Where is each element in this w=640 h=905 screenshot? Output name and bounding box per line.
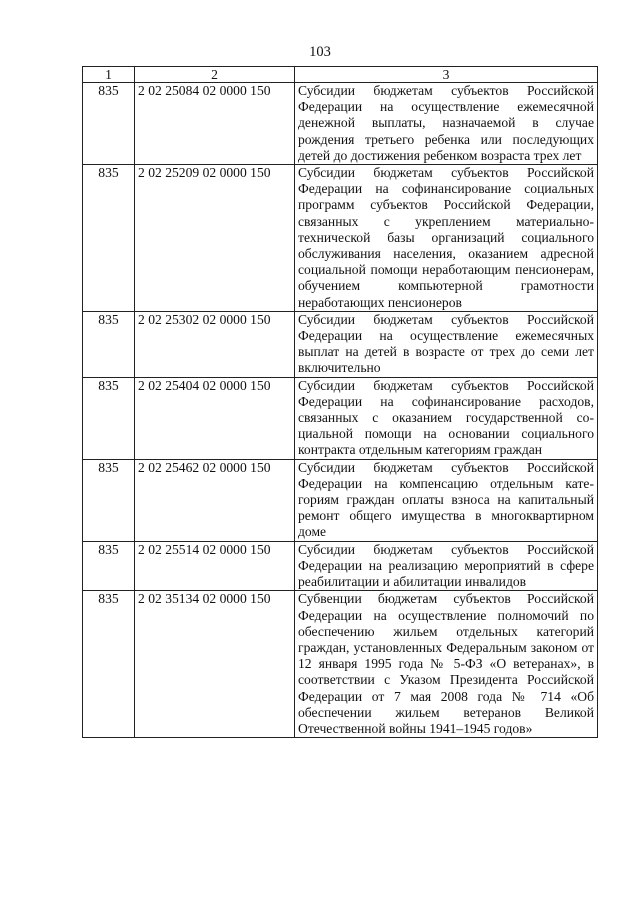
page-number: 103 [309, 44, 331, 60]
org-code-cell: 835 [83, 591, 135, 738]
column-header-3: 3 [295, 67, 598, 83]
budget-classification-table [82, 66, 598, 738]
org-code-cell: 835 [83, 459, 135, 541]
org-code-cell: 835 [83, 165, 135, 312]
table-row [83, 459, 598, 541]
column-header-1: 1 [83, 67, 135, 83]
table-row [83, 377, 598, 459]
description-cell: Субвенции бюджетам субъектов Российской Федерации на осуществление полномочий по обеспечению жильем отдельных категорий граждан, установленных Федеральным законом от 12 января 1995 года № 5-ФЗ «О ветеранах», в соответствии с Указом Президента Российской Федерации от 7 мая 2008 года № 714 «Об обеспечении жильем ветеранов Великой Отечественной войны 1941–1945 годов» [295, 591, 598, 738]
budget-code-cell: 2 02 25514 02 0000 150 [135, 541, 295, 591]
budget-code-cell: 2 02 25302 02 0000 150 [135, 311, 295, 377]
table-row [83, 311, 598, 377]
org-code-cell: 835 [83, 311, 135, 377]
column-header-2: 2 [135, 67, 295, 83]
budget-code-cell: 2 02 25209 02 0000 150 [135, 165, 295, 312]
table-row [83, 591, 598, 738]
table-row [83, 83, 598, 165]
description-cell: Субсидии бюджетам субъектов Российской Федерации на софинансирование расходов, связанных с оказанием государственной социальной помощи на основании социального контракта отдельным категориям граждан [295, 377, 598, 459]
budget-code-cell: 2 02 25462 02 0000 150 [135, 459, 295, 541]
description-cell: Субсидии бюджетам субъектов Российской Федерации на осуществление ежемесячной денежной выплаты, назначаемой в случае рождения третьего ребенка или последующих детей до достижения ребенком возраста трех лет [295, 83, 598, 165]
budget-code-cell: 2 02 35134 02 0000 150 [135, 591, 295, 738]
org-code-cell: 835 [83, 541, 135, 591]
org-code-cell: 835 [83, 377, 135, 459]
description-cell: Субсидии бюджетам субъектов Российской Федерации на софинансирование социальных программ субъектов Российской Федерации, связанных с укреплением материально-технической базы организаций социального обслуживания населения, оказанием адресной социальной помощи неработающим пенсионерам, обучением компьютерной грамотности неработающих пенсионеров [295, 165, 598, 312]
table-row [83, 541, 598, 591]
budget-code-cell: 2 02 25404 02 0000 150 [135, 377, 295, 459]
table-header-row [83, 67, 598, 83]
table-row [83, 165, 598, 312]
org-code-cell: 835 [83, 83, 135, 165]
budget-code-cell: 2 02 25084 02 0000 150 [135, 83, 295, 165]
description-cell: Субсидии бюджетам субъектов Российской Федерации на компенсацию отдельным категориям граждан оплаты взноса на капитальный ремонт общего имущества в многоквартирном доме [295, 459, 598, 541]
description-cell: Субсидии бюджетам субъектов Российской Федерации на реализацию мероприятий в сфере реабилитации и абилитации инвалидов [295, 541, 598, 591]
description-cell: Субсидии бюджетам субъектов Российской Федерации на осуществление ежемесячных выплат на детей в возрасте от трех до семи лет включительно [295, 311, 598, 377]
